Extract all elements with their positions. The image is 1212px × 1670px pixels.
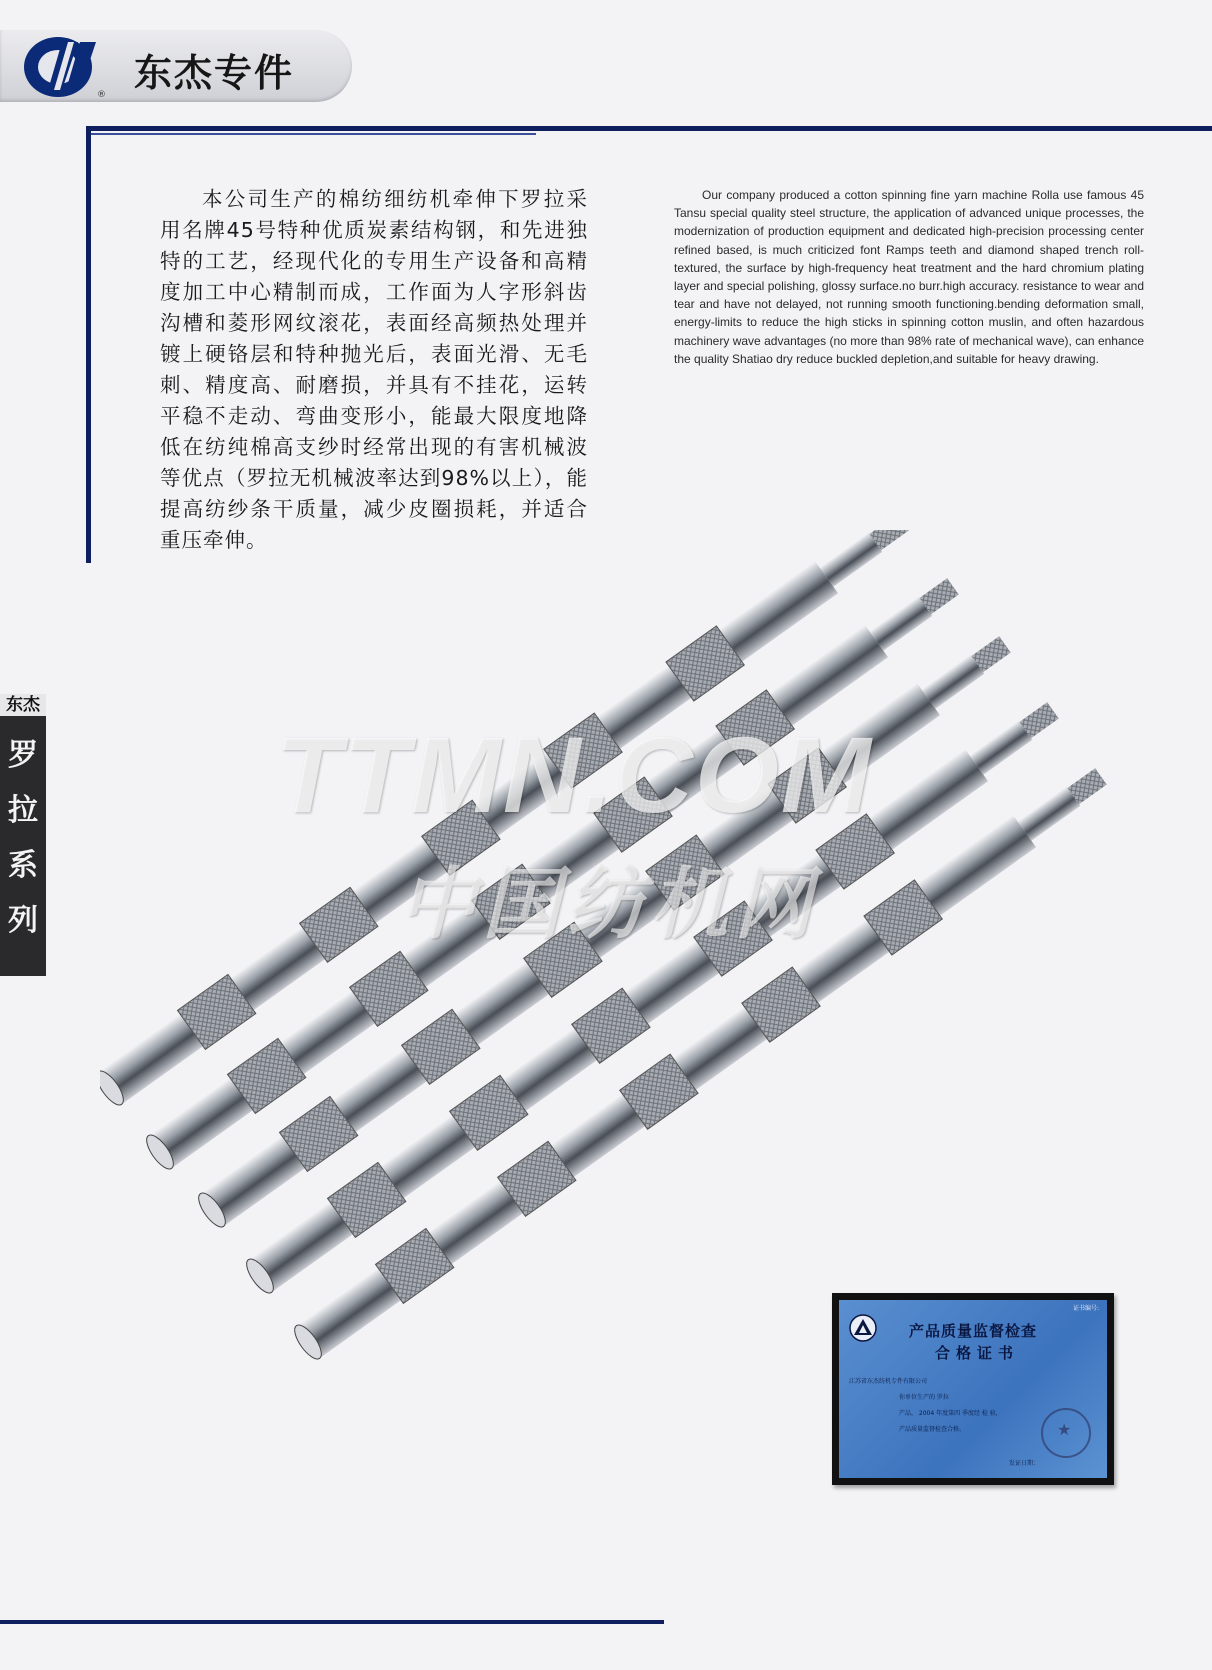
certificate-line: 产品， 2004 年度第四 季度经 检 验， xyxy=(899,1410,1002,1417)
frame-top-accent xyxy=(86,133,536,135)
watermark-english: TTMN.COM xyxy=(275,714,873,835)
certificate-line: 你单位生产的 罗拉 xyxy=(899,1394,949,1401)
certificate-title: 产品质量监督检查 xyxy=(909,1322,1038,1340)
side-tab-char: 列 xyxy=(8,903,38,938)
chinese-description: 本公司生产的棉纺细纺机牵伸下罗拉采用名牌45号特种优质炭素结构钢，和先进独特的工艺，经现代化的专用生产设备和高精度加工中心精制而成，工作面为人字形斜齿沟槽和菱形网纹滚花，表面经高频热处理并镀上硬铬层和特种抛光后，表面光滑、无毛刺、精度高、耐磨损，并具有不挂花，运转平稳不走动、弯曲变形小，能最大限度地降低在纺纯棉高支纱时经常出现的有害机械波等优点（罗拉无机械波率达到98%以上），能提高纺纱条干质量，减少皮圈损耗，并适合重压牵伸。 xyxy=(160,187,588,552)
quality-certificate xyxy=(832,1293,1114,1485)
side-tab-char: 罗 xyxy=(8,738,38,773)
side-tab-label: 东杰 xyxy=(0,694,46,716)
side-tab-characters xyxy=(0,728,46,948)
brand-title: 东杰专件 xyxy=(134,51,295,95)
side-tab-char: 系 xyxy=(8,848,38,883)
certificate-subtitle: 合格证书 xyxy=(935,1344,1020,1362)
certificate-plate xyxy=(839,1300,1107,1478)
frame-top-line xyxy=(86,126,1212,131)
certificate-number: 证书编号: xyxy=(1072,1305,1099,1312)
certificate-line: 江苏省东杰纺机专件有限公司 xyxy=(849,1378,928,1385)
frame-bottom-line xyxy=(0,1620,664,1624)
brand-logo-icon xyxy=(18,32,106,102)
frame-left-line xyxy=(86,126,91,563)
quality-emblem-icon xyxy=(849,1314,877,1342)
side-tab-char: 拉 xyxy=(8,793,38,828)
certificate-line: 产品质量监督检查合格。 xyxy=(899,1426,966,1433)
certificate-issue-date: 发证日期： xyxy=(1009,1460,1040,1467)
registered-mark: ® xyxy=(97,90,106,100)
certificate-seal-stamp xyxy=(1041,1408,1091,1458)
english-description: Our company produced a cotton spinning fine yarn machine Rolla use famous 45 Tansu special quality steel structure, the application of advanced unique processes, the modernization of production equipment and dedicated high-precision processing center refined based, is much criticized font Ramps teeth and diamond shaped trench roll-textured, the surface by high-frequency heat treatment and the hard chromium plating layer and special polishing, glossy surface.no burr.high accuracy. resistance to wear and tear and have not delayed, not running smooth functioning.bending deformation small, energy-limits to reduce the high sticks in spinning cotton muslin, and often hazardous machinery wave advantages (no more than 98% rate of mechanical wave), can enhance the quality Shatiao dry reduce buckled depletion,and suitable for heavy drawing. xyxy=(674,188,1144,366)
watermark-chinese: 中国纺机网 xyxy=(398,860,819,950)
